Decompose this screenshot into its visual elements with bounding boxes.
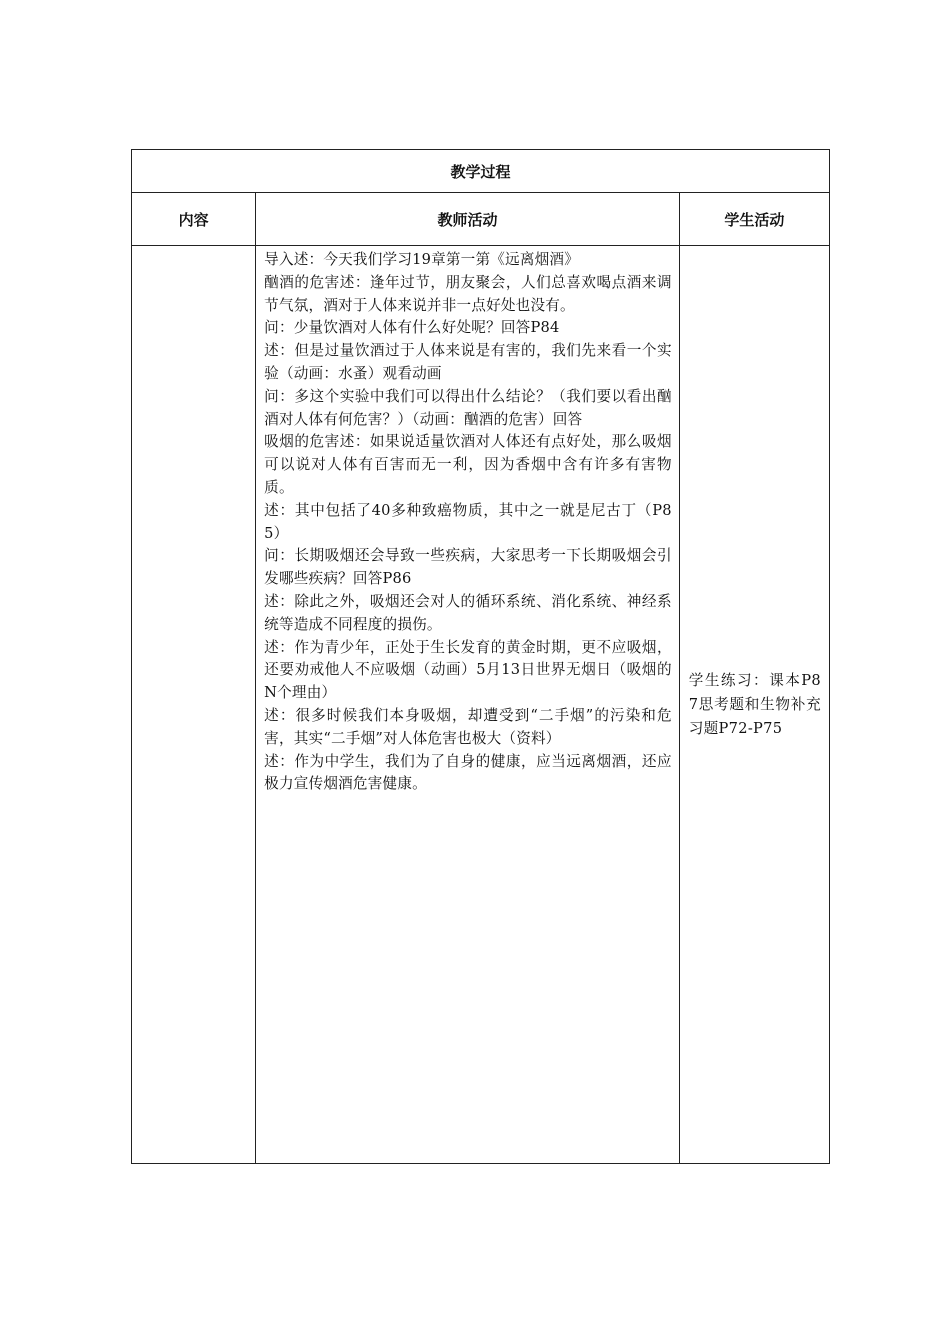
teacher-activity-cell — [256, 246, 680, 1164]
table-title: 教学过程 — [132, 150, 830, 193]
table-body-row — [132, 246, 830, 1164]
teacher-paragraph-experiment: 述：但是过量饮酒过于人体来说是有害的，我们先来看一个实验（动画：水蚤）观看动画 — [264, 342, 672, 382]
teacher-paragraph-youth: 述：作为青少年，正处于生长发育的黄金时期，更不应吸烟，还要劝戒他人不应吸烟（动画）5月13日世界无烟日（吸烟的N个理由） — [264, 638, 672, 702]
student-activity-text: 学生练习：课本P87思考题和生物补充习题P72-P75 — [688, 671, 821, 737]
table-title-row — [132, 150, 830, 193]
header-student-activity: 学生活动 — [679, 193, 829, 246]
teacher-paragraph-conclusion: 述：作为中学生，我们为了自身的健康，应当远离烟酒，还应极力宣传烟酒危害健康。 — [264, 752, 672, 793]
table-header-row — [132, 193, 830, 246]
teacher-paragraph-systems: 述：除此之外，吸烟还会对人的循环系统、消化系统、神经系统等造成不同程度的损伤。 — [264, 592, 672, 633]
header-content: 内容 — [132, 193, 256, 246]
header-teacher-activity: 教师活动 — [256, 193, 680, 246]
teacher-paragraph-question-conclusion: 问：多这个实验中我们可以得出什么结论？（我们要以看出酗酒对人体有何危害？）（动画：酗酒的危害）回答 — [264, 387, 672, 428]
student-activity-cell — [679, 246, 829, 1164]
teacher-paragraph-intro: 导入述：今天我们学习19章第一第《远离烟酒》 — [264, 251, 580, 268]
teacher-paragraph-question-diseases: 问：长期吸烟还会导致一些疾病，大家思考一下长期吸烟会引发哪些疾病？回答P86 — [264, 547, 672, 588]
teaching-process-table — [131, 149, 830, 1164]
teacher-paragraph-carcinogens: 述：其中包括了40多种致癌物质，其中之一就是尼古丁（P85） — [264, 501, 672, 542]
teacher-paragraph-question-benefit: 问：少量饮酒对人体有什么好处呢？回答P84 — [264, 319, 560, 337]
teacher-paragraph-smoking-harm: 吸烟的危害述：如果说适量饮酒对人体还有点好处，那么吸烟可以说对人体有百害而无一利，因为香烟中含有许多有害物质。 — [264, 433, 672, 496]
teacher-paragraph-alcohol-harm: 酗酒的危害述：逢年过节，朋友聚会，人们总喜欢喝点酒来调节气氛，酒对于人体来说并非一点好处也没有。 — [264, 273, 672, 314]
content-cell — [132, 246, 256, 1164]
teacher-paragraph-secondhand-smoke: 述：很多时候我们本身吸烟，却遭受到“二手烟”的污染和危害，其实“二手烟”对人体危害也极大（资料） — [264, 706, 672, 747]
